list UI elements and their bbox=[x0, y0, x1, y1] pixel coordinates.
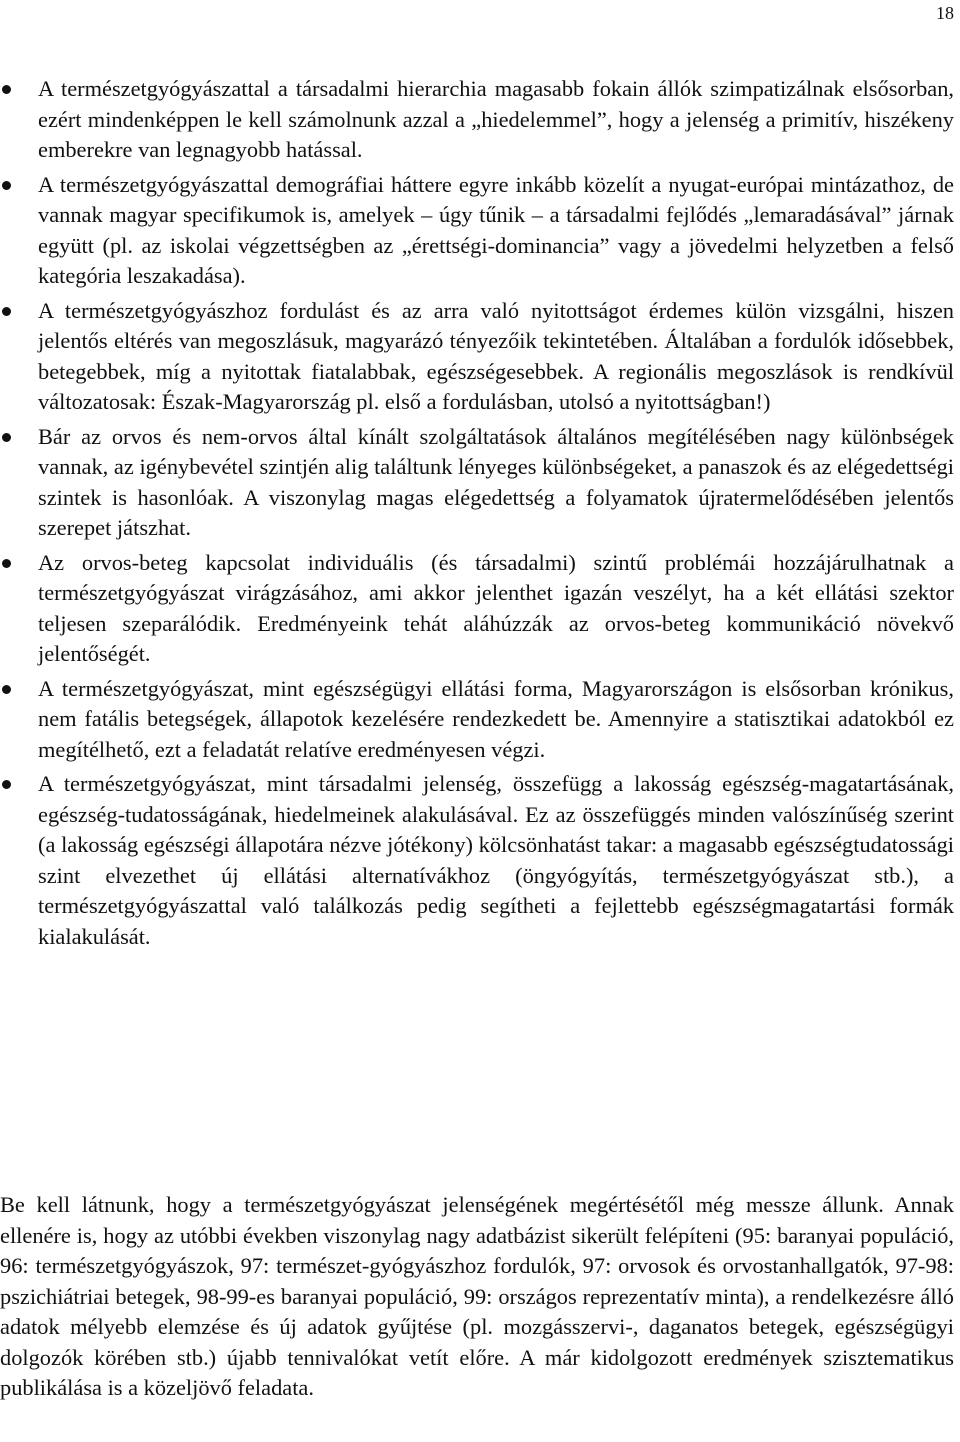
bullet-text: A természetgyógyászattal a társadalmi hierarchia magasabb fokain állók szimpatizálnak elsősorban, ezért mindenképpen le kell számolnunk azzal a „hiedelemmel”, hogy a jelenség a primitív, hiszékeny emberekre van legnagyobb hatással. bbox=[38, 76, 954, 162]
bullet-text: Bár az orvos és nem-orvos által kínált szolgáltatások általános megítélésében nagy különbségek vannak, az igénybevétel szintjén alig találtunk lényeges különbségeket, a panaszok és az elégedettségi szintek is hasonlóak. A viszonylag magas elégedettség a folyamatok újratermelődésében jelentős szerepet játszhat. bbox=[38, 423, 954, 540]
page-number: 18 bbox=[936, 3, 954, 23]
bullet-icon bbox=[2, 780, 11, 789]
bullet-text: A természetgyógyászat, mint egészségügyi ellátási forma, Magyarországon is elsősorban krónikus, nem fatális betegségek, állapotok kezelésére rendezkedett be. Amennyire a statisztikai adatokból ez megítélhető, ezt a feladatát relatíve eredményesen végzi. bbox=[38, 675, 954, 762]
bullet-item bbox=[0, 170, 960, 292]
bullet-item bbox=[0, 674, 960, 766]
bullet-item bbox=[0, 422, 960, 544]
bullet-item bbox=[0, 548, 960, 670]
bullet-text: A természetgyógyászhoz fordulást és az arra való nyitottságot érdemes külön vizsgálni, hiszen jelentős eltérés van megoszlásuk, magyarázó tényezőik tekintetében. Általában a fordulók idősebbek, betegebbek, míg a nyitottak fiatalabbak, egészségesebbek. A regionális megoszlások is rendkívül változatosak: Észak-Magyarország pl. első a fordulásban, utolsó a nyitottságban!) bbox=[38, 297, 954, 414]
bullet-text: A természetgyógyászat, mint társadalmi jelenség, összefügg a lakosság egészség-magatartásának, egészség-tudatosságának, hiedelmeinek alakulásával. Ez az összefüggés minden valószínűség szerint (a lakosság egészségi állapotára nézve jótékony) kölcsönhatást takar: a magasabb egészségtudatossági szint elvezethet új ellátási alternatívákhoz (öngyógyítás, természetgyógyászat stb.), a természetgyógyászattal való találkozás pedig segítheti a fejlettebb egészségmagatartási formák kialakulását. bbox=[38, 771, 954, 949]
bullet-icon bbox=[2, 685, 11, 694]
bullet-item bbox=[0, 74, 960, 166]
closing-paragraph: Be kell látnunk, hogy a természetgyógyászat jelenségének megértésétől még messze állunk. Annak ellenére is, hogy az utóbbi években viszonylag nagy adatbázist sikerült felépíteni (95: baranyai populáció, 96: természetgyógyászok, 97: természet-gyógyászhoz fordulók, 97: orvosok és orvostanhallgatók, 97-98: pszichiátriai betegek, 98-99-es baranyai populáció, 99: országos reprezentatív minta), a rendelkezésre álló adatok mélyebb elemzése és új adatok gyűjtése (pl. mozgásszervi-, daganatos betegek, egészségügyi dolgozók körében stb.) újabb tennivalókat vetít előre. A már kidolgozott eredmények szisztematikus publikálása is a közeljövő feladata. bbox=[0, 1192, 954, 1400]
bullet-icon bbox=[2, 181, 11, 190]
bullet-text: Az orvos-beteg kapcsolat individuális (és társadalmi) szintű problémái hozzájárulhatnak a természetgyógyászat virágzásához, ami akkor jelenthet igazán veszélyt, ha a két ellátási szektor teljesen szeparálódik. Eredményeink tehát aláhúzzák az orvos-beteg kommunikáció növekvő jelentőségét. bbox=[38, 549, 954, 666]
bullet-icon bbox=[2, 559, 11, 568]
bullet-icon bbox=[2, 85, 11, 94]
conclusions-bullet-list bbox=[0, 74, 960, 956]
bullet-icon bbox=[2, 307, 11, 316]
bullet-item bbox=[0, 296, 960, 418]
bullet-item bbox=[0, 769, 960, 952]
bullet-text: A természetgyógyászattal demográfiai háttere egyre inkább közelít a nyugat-európai mintázathoz, de vannak magyar specifikumok is, amelyek – úgy tűnik – a társadalmi fejlődés „lemaradásával” járnak együtt (pl. az iskolai végzettségben az „érettségi-dominancia” vagy a jövedelmi helyzetben a felső kategória leszakadása). bbox=[38, 171, 954, 288]
bullet-icon bbox=[2, 433, 11, 442]
